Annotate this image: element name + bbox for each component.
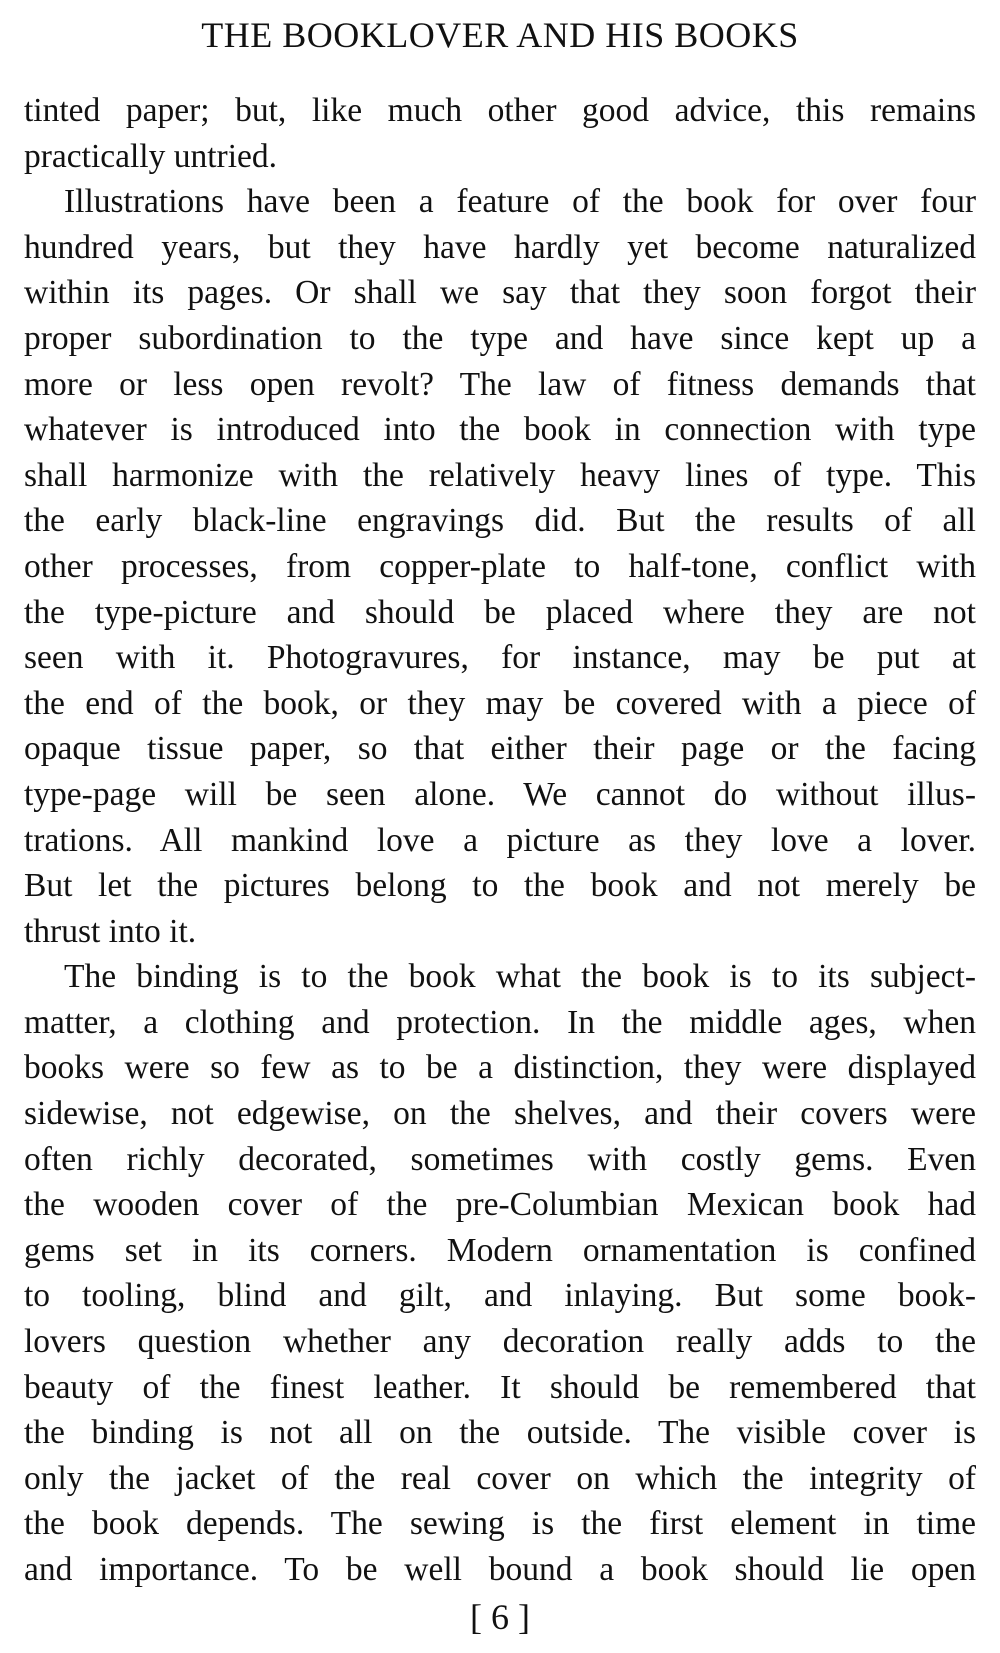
text-line: only the jacket of the real cover on which the integrity of — [24, 1459, 976, 1497]
text-line: and importance. To be well bound a book should lie open — [24, 1551, 976, 1588]
text-line: type-page will be seen alone. We cannot do without illus- — [24, 775, 976, 813]
text-line: often richly decorated, sometimes with costly gems. Even — [24, 1140, 976, 1178]
text-line: other processes, from copper-plate to half-tone, conflict with — [24, 547, 976, 585]
text-line: But let the pictures belong to the book and not merely be — [24, 867, 976, 905]
text-line: trations. All mankind love a picture as they love a lover. — [24, 821, 976, 859]
text-line: gems set in its corners. Modern ornamentation is confined — [24, 1231, 976, 1269]
text-line: lovers question whether any decoration really adds to the — [24, 1323, 976, 1361]
book-page — [24, 0, 976, 1653]
text-line: shall harmonize with the relatively heavy lines of type. This — [24, 456, 976, 494]
text-line: opaque tissue paper, so that either their page or the facing — [24, 730, 976, 768]
text-line: proper subordination to the type and have since kept up a — [24, 319, 976, 357]
text-line: sidewise, not edgewise, on the shelves, and their covers were — [24, 1095, 976, 1133]
text-line: The binding is to the book what the book is to its subject- — [64, 958, 976, 996]
paragraph — [24, 179, 976, 954]
text-line: the binding is not all on the outside. The visible cover is — [24, 1414, 976, 1452]
text-line: the wooden cover of the pre-Columbian Mexican book had — [24, 1186, 976, 1224]
text-line: more or less open revolt? The law of fitness demands that — [24, 365, 976, 403]
text-line: within its pages. Or shall we say that they soon forgot their — [24, 274, 976, 312]
text-line: beauty of the finest leather. It should be remembered that — [24, 1368, 976, 1406]
text-line: books were so few as to be a distinction, they were displayed — [24, 1049, 976, 1087]
text-line: the early black-line engravings did. But the results of all — [24, 502, 976, 540]
text-line: the type-picture and should be placed where they are not — [24, 593, 976, 631]
text-line: the end of the book, or they may be covered with a piece of — [24, 684, 976, 722]
text-line: hundred years, but they have hardly yet become naturalized — [24, 228, 976, 266]
body-text — [24, 88, 976, 1593]
paragraph — [24, 88, 976, 179]
running-head: THE BOOKLOVER AND HIS BOOKS — [201, 15, 799, 55]
page-number: [ 6 ] — [470, 1597, 530, 1637]
text-line: thrust into it. — [24, 912, 197, 950]
text-line: the book depends. The sewing is the first element in time — [24, 1505, 976, 1543]
text-line: practically untried. — [24, 137, 278, 175]
text-line: tinted paper; but, like much other good advice, this remains — [24, 92, 976, 129]
text-line: Illustrations have been a feature of the book for over four — [64, 183, 976, 221]
text-line: to tooling, blind and gilt, and inlaying. But some book- — [24, 1277, 976, 1315]
paragraph — [24, 954, 976, 1592]
text-line: matter, a clothing and protection. In the middle ages, when — [24, 1003, 976, 1041]
text-line: whatever is introduced into the book in connection with type — [24, 411, 976, 449]
text-line: seen with it. Photogravures, for instance, may be put at — [24, 639, 976, 677]
